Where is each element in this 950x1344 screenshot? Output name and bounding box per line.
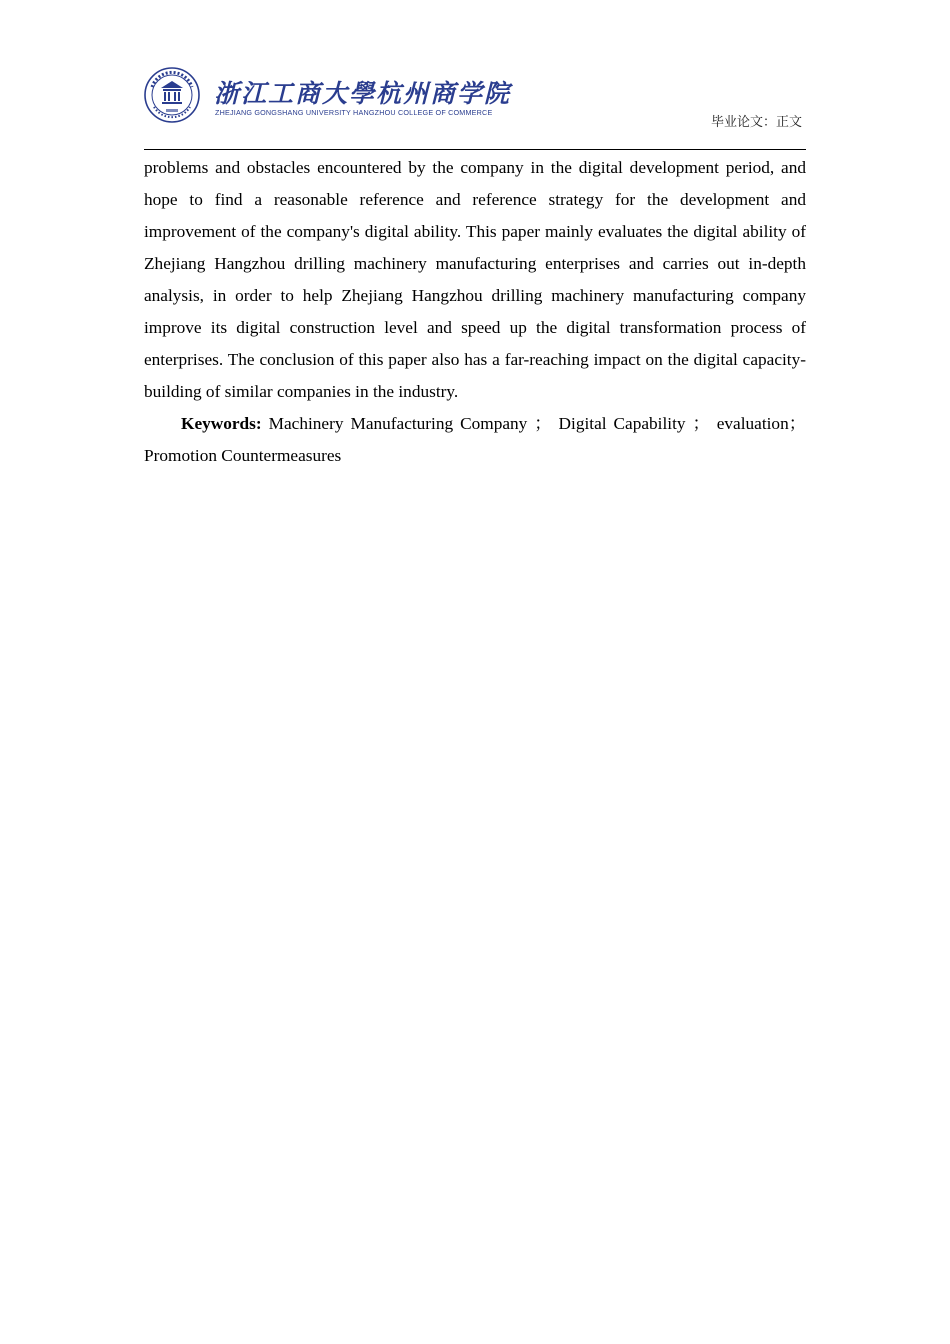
abstract-paragraph: problems and obstacles encountered by the company in the digital development period, and hope to find a reasonable reference and reference strategy for the development and improvement of the company's digital ability. This paper mainly evaluates the digital ability of Zhejiang Hangzhou drilling machinery manufacturing enterprises and carries out in-depth analysis, in order to help Zhejiang Hangzhou drilling machinery manufacturing company improve its digital construction level and speed up the digital transformation process of enterprises. The conclusion of this paper also has a far-reaching impact on the digital capacity-building of similar companies in the industry. [144,158,806,401]
keywords-paragraph [144,408,806,472]
keywords-label: Keywords: [181,414,262,433]
keywords-text: Machinery Manufacturing Company ； Digital Capability ； evaluation；Promotion Countermeasures [144,414,806,465]
university-logo-english: ZHEJIANG GONGSHANG UNIVERSITY HANGZHOU COLLEGE OF COMMERCE [215,108,493,117]
university-seal-icon [144,67,200,123]
university-logo-chinese: 浙江工商大學杭州商学院 [214,79,512,108]
abstract-body [144,152,806,472]
section-label: 毕业论文：正文 [710,115,802,130]
header-divider [144,149,806,150]
page-header [144,66,806,150]
